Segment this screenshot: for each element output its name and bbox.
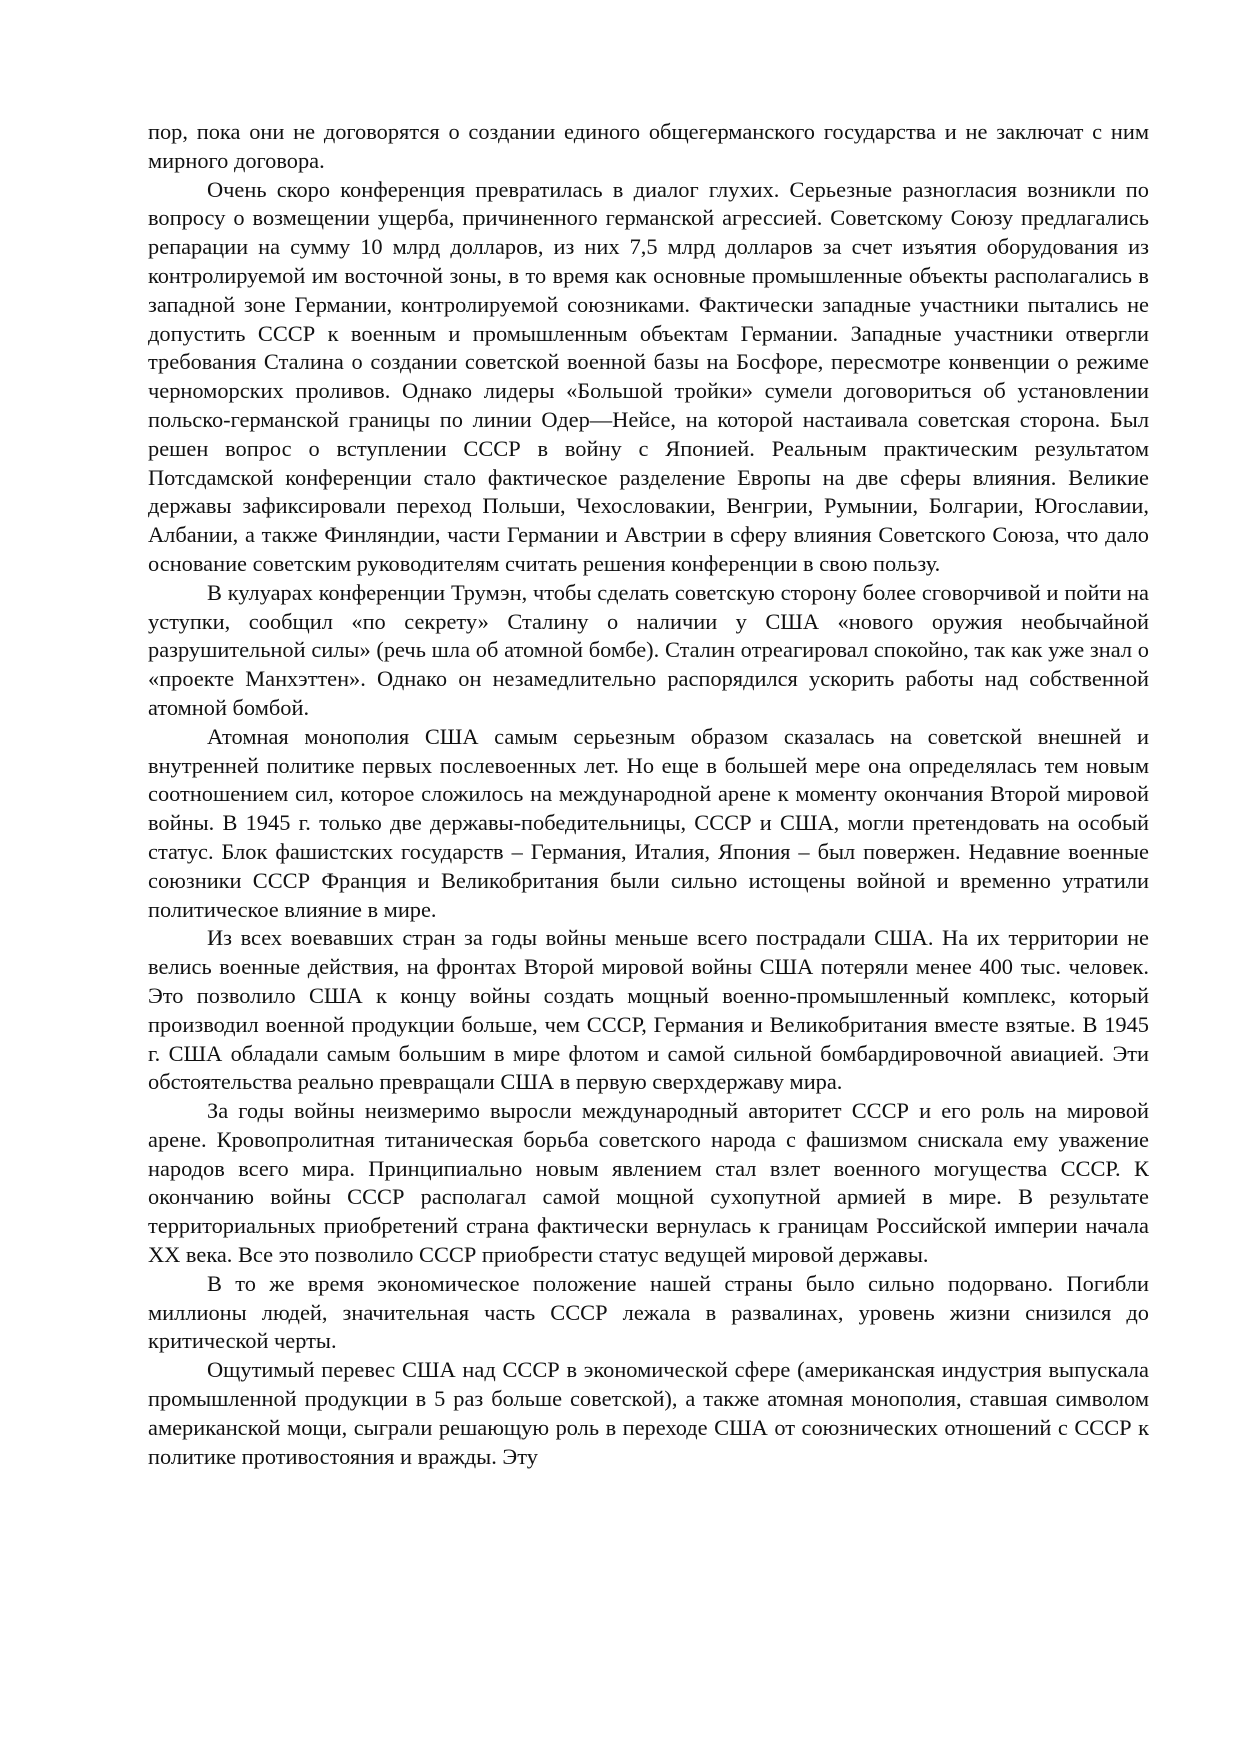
paragraph-4: Атомная монополия США самым серьезным образом сказалась на советской внешней и внутренней политике первых послевоенных лет. Но еще в большей мере она определялась тем новым соотношением сил, которое сложилось на международной арене к моменту окончания Второй мировой войны. В 1945 г. только две державы-победительницы, СССР и США, могли претендовать на особый статус. Блок фашистских государств – Германия, Италия, Япония – был повержен. Недавние военные союзники СССР Франция и Великобритания были сильно истощены войной и временно утратили политическое влияние в мире. xyxy=(148,723,1149,922)
paragraph-5: Из всех воевавших стран за годы войны меньше всего пострадали США. На их территории не велись военные действия, на фронтах Второй мировой войны США потеряли менее 400 тыс. человек. Это позволило США к концу войны создать мощный военно-промышленный комплекс, который производил военной продукции больше, чем СССР, Германия и Великобритания вместе взятые. В 1945 г. США обладали самым большим в мире флотом и самой сильной бомбардировочной авиацией. Эти обстоятельства реально превращали США в первую сверхдержаву мира. xyxy=(148,925,1149,1095)
paragraph-3: В кулуарах конференции Трумэн, чтобы сделать советскую сторону более сговорчивой и пойти на уступки, сообщил «по секрету» Сталину о наличии у США «нового оружия необычайной разрушительной силы» (речь шла об атомной бомбе). Сталин отреагировал спокойно, так как уже знал о «проекте Манхэттен». Однако он незамедлительно распорядился ускорить работы над собственной атомной бомбой. xyxy=(148,579,1149,720)
paragraph-7: В то же время экономическое положение нашей страны было сильно подорвано. Погибли миллионы людей, значительная часть СССР лежала в развалинах, уровень жизни снизился до критической черты. xyxy=(148,1270,1149,1354)
paragraph-8: Ощутимый перевес США над СССР в экономической сфере (американская индустрия выпускала промышленной продукции в 5 раз больше советской), а также атомная монополия, ставшая символом американской мощи, сыграли решающую роль в переходе США от союзнических отношений с СССР к политике противостояния и вражды. Эту xyxy=(148,1357,1149,1469)
paragraph-6: За годы войны неизмеримо выросли международный авторитет СССР и его роль на мировой арене. Кровопролитная титаническая борьба советского народа с фашизмом снискала ему уважение народов всего мира. Принципиально новым явлением стал взлет военного могущества СССР. К окончанию войны СССР располагал самой мощной сухопутной армией в мире. В результате территориальных приобретений страна фактически вернулась к границам Российской империи начала XX века. Все это позволило СССР приобрести статус ведущей мировой державы. xyxy=(148,1098,1149,1268)
paragraph-2: Очень скоро конференция превратилась в диалог глухих. Серьезные разногласия возникли по вопросу о возмещении ущерба, причиненного германской агрессией. Советскому Союзу предлагались репарации на сумму 10 млрд долларов, из них 7,5 млрд долларов за счет изъятия оборудования из контролируемой им восточной зоны, в то время как основные промышленные объекты располагались в западной зоне Германии, контролируемой союзниками. Фактически западные участники пытались не допустить СССР к военным и промышленным объектам Германии. Западные участники отвергли требования Сталина о создании советской военной базы на Босфоре, пересмотре конвенции о режиме черноморских проливов. Однако лидеры «Большой тройки» сумели договориться об установлении польско-германской границы по линии Одер—Нейсе, на которой настаивала советская сторона. Был решен вопрос о вступлении СССР в войну с Японией. Реальным практическим результатом Потсдамской конференции стало фактическое разделение Европы на две сферы влияния. Великие державы зафиксировали переход Польши, Чехословакии, Венгрии, Румынии, Болгарии, Югославии, Албании, а также Финляндии, части Германии и Австрии в сферу влияния Советского Союза, что дало основание советским руководителям считать решения конференции в свою пользу. xyxy=(148,176,1149,576)
document-page xyxy=(148,118,1149,1471)
paragraph-1: пор, пока они не договорятся о создании единого общегерманского государства и не заключат с ним мирного договора. xyxy=(148,119,1149,173)
